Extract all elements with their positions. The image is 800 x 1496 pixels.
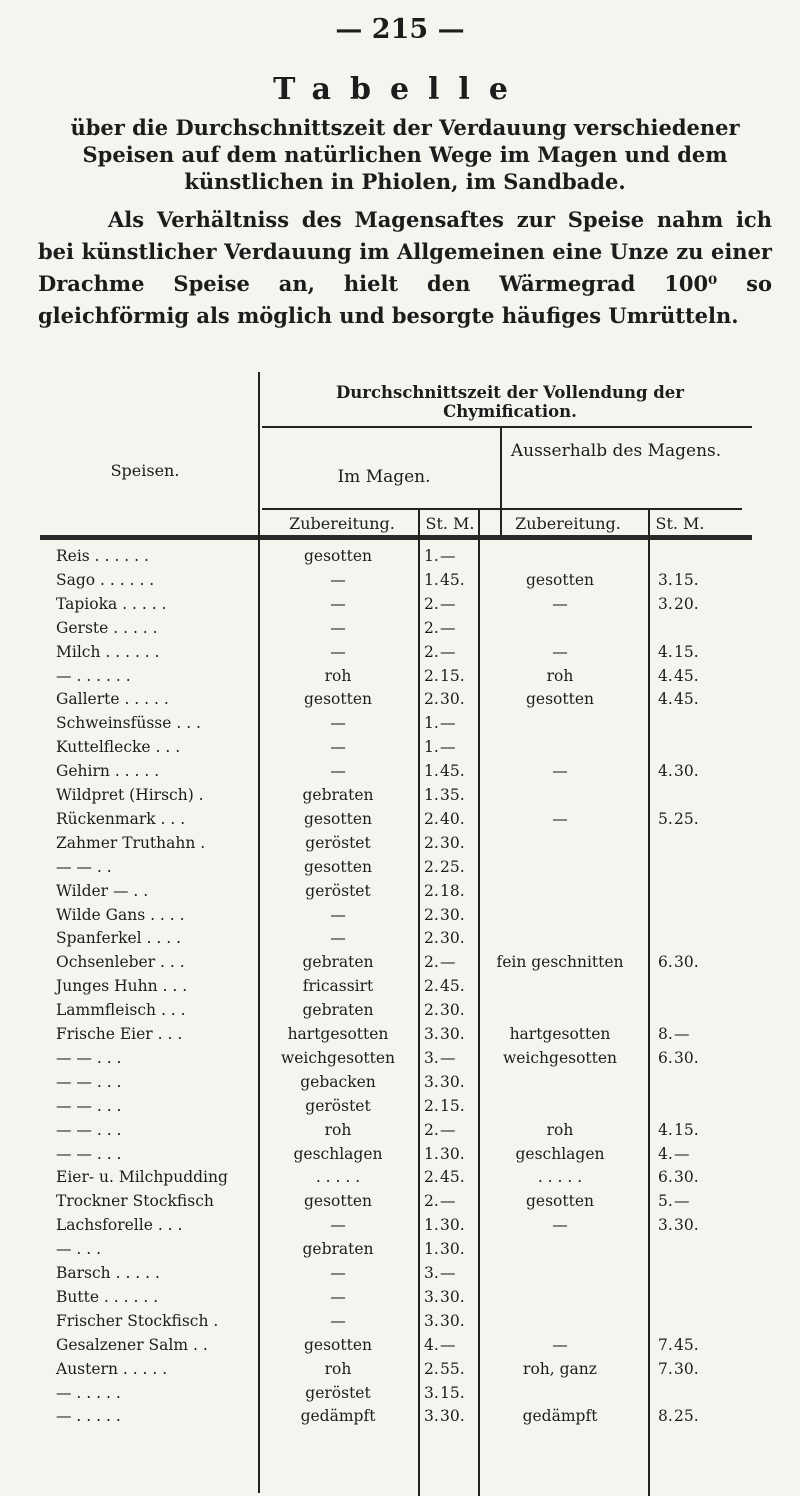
prep-stomach-cell: fricassirt — [302, 977, 374, 996]
hours-stomach-cell: 1. — [424, 1240, 439, 1259]
hours-stomach-cell: 2. — [424, 905, 439, 924]
rule-group — [262, 426, 752, 428]
minutes-outside-cell: 30. — [674, 1048, 699, 1067]
table-row — [0, 593, 800, 616]
minutes-stomach-cell: — — [440, 738, 456, 757]
prep-outside-cell: geschlagen — [515, 1144, 605, 1163]
table-row — [0, 1143, 800, 1166]
prep-stomach-cell: geröstet — [305, 1096, 371, 1115]
food-cell: Ochsenleber . . . — [56, 953, 185, 972]
hours-outside-cell: 6. — [658, 1168, 673, 1187]
hours-outside-cell: 4. — [658, 1120, 673, 1139]
prep-outside-cell: gesotten — [526, 570, 594, 589]
minutes-outside-cell: 30. — [674, 762, 699, 781]
prep-outside-cell: fein geschnitten — [496, 953, 624, 972]
food-cell: Lammfleisch . . . — [56, 1001, 186, 1020]
minutes-stomach-cell: 30. — [440, 1025, 465, 1043]
table-row — [0, 1214, 800, 1237]
prep-stomach-cell: gebraten — [302, 953, 374, 972]
prep-stomach-cell: — — [330, 570, 346, 589]
hours-outside-cell: 8. — [658, 1025, 673, 1043]
hours-stomach-cell: 2. — [424, 618, 439, 637]
header-outside-stomach: Ausserhalb des Magens. — [510, 441, 722, 461]
hours-stomach-cell: 2. — [424, 1001, 439, 1020]
minutes-stomach-cell: 15. — [440, 1383, 465, 1402]
food-cell: — — . . . — [56, 1096, 122, 1115]
food-cell: Kuttelflecke . . . — [56, 738, 181, 757]
prep-stomach-cell: gesotten — [304, 1335, 372, 1354]
food-cell: — . . . . . . — [56, 666, 131, 685]
minutes-outside-cell: 20. — [674, 594, 699, 613]
prep-outside-cell: roh — [546, 1120, 574, 1139]
prep-stomach-cell: geschlagen — [293, 1144, 383, 1163]
table-row — [0, 1262, 800, 1285]
minutes-stomach-cell: 18. — [440, 881, 465, 900]
food-cell: Wilder — . . — [56, 881, 149, 900]
prep-stomach-cell: gesotten — [304, 857, 372, 876]
hours-stomach-cell: 2. — [424, 690, 439, 709]
hours-stomach-cell: 2. — [424, 881, 439, 900]
table-row — [0, 784, 800, 807]
minutes-stomach-cell: — — [440, 1048, 456, 1067]
food-cell: Junges Huhn . . . — [56, 977, 188, 996]
prep-stomach-cell: — — [330, 929, 346, 948]
minutes-outside-cell: — — [674, 1144, 690, 1163]
hours-stomach-cell: 3. — [424, 1264, 439, 1282]
food-cell: Gehirn . . . . . — [56, 762, 160, 781]
prep-stomach-cell: — — [330, 1287, 346, 1306]
minutes-stomach-cell: 30. — [440, 1311, 465, 1330]
table-row — [0, 1095, 800, 1118]
hours-stomach-cell: 2. — [424, 1120, 439, 1139]
prep-stomach-cell: gesotten — [304, 1192, 372, 1211]
minutes-stomach-cell: 15. — [440, 1096, 465, 1115]
minutes-outside-cell: 45. — [674, 690, 699, 709]
minutes-stomach-cell: 55. — [440, 1359, 465, 1378]
minutes-stomach-cell: — — [440, 1335, 456, 1354]
prep-stomach-cell: roh — [324, 1120, 352, 1139]
prep-stomach-cell: gesotten — [304, 547, 372, 565]
prep-stomach-cell: gesotten — [304, 809, 372, 828]
table-row — [0, 880, 800, 903]
minutes-stomach-cell: 30. — [440, 833, 465, 852]
food-cell: Gerste . . . . . — [56, 618, 158, 637]
table-row — [0, 1047, 800, 1070]
prep-stomach-cell: gesotten — [304, 690, 372, 709]
hours-stomach-cell: 4. — [424, 1335, 439, 1354]
prep-stomach-cell: gebraten — [302, 1240, 374, 1259]
prep-stomach-cell: hartgesotten — [287, 1025, 389, 1043]
table-row — [0, 951, 800, 974]
hours-stomach-cell: 2. — [424, 953, 439, 972]
prep-outside-cell: — — [552, 762, 568, 781]
hours-outside-cell: 4. — [658, 666, 673, 685]
table-row — [0, 569, 800, 592]
prep-outside-cell: — — [552, 809, 568, 828]
food-cell: Wilde Gans . . . . — [56, 905, 185, 924]
hours-outside-cell: 8. — [658, 1407, 673, 1426]
hours-stomach-cell: 3. — [424, 1407, 439, 1426]
hours-stomach-cell: 1. — [424, 786, 439, 804]
table-row — [0, 665, 800, 688]
food-cell: — — . . — [56, 857, 112, 876]
table-row — [0, 999, 800, 1022]
prep-stomach-cell: . . . . . — [315, 1168, 361, 1187]
prep-stomach-cell: gedämpft — [300, 1407, 376, 1426]
hours-stomach-cell: 2. — [424, 809, 439, 828]
minutes-stomach-cell: 30. — [440, 905, 465, 924]
header-prep-2: Zubereitung. — [515, 514, 621, 533]
table-row — [0, 975, 800, 998]
hours-stomach-cell: 2. — [424, 1359, 439, 1378]
table-row — [0, 1382, 800, 1405]
table-row — [0, 1023, 800, 1046]
minutes-stomach-cell: 30. — [440, 1216, 465, 1235]
prep-stomach-cell: gebraten — [302, 786, 374, 804]
minutes-stomach-cell: — — [440, 547, 456, 565]
hours-stomach-cell: 1. — [424, 714, 439, 733]
minutes-stomach-cell: 30. — [440, 690, 465, 709]
food-cell: Zahmer Truthahn . — [56, 833, 206, 852]
minutes-stomach-cell: 40. — [440, 809, 465, 828]
hours-stomach-cell: 2. — [424, 594, 439, 613]
prep-outside-cell: hartgesotten — [509, 1025, 611, 1043]
rule-vertical-stomach — [500, 428, 502, 535]
hours-stomach-cell: 2. — [424, 833, 439, 852]
hours-stomach-cell: 1. — [424, 1216, 439, 1235]
minutes-stomach-cell: — — [440, 1120, 456, 1139]
hours-stomach-cell: 3. — [424, 1287, 439, 1306]
table-row — [0, 1405, 800, 1428]
minutes-stomach-cell: 30. — [440, 1144, 465, 1163]
table-row — [0, 1071, 800, 1094]
hours-outside-cell: 3. — [658, 570, 673, 589]
minutes-stomach-cell: — — [440, 714, 456, 733]
minutes-stomach-cell: 45. — [440, 977, 465, 996]
rule-header-bottom — [40, 535, 752, 540]
hours-outside-cell: 6. — [658, 1048, 673, 1067]
hours-stomach-cell: 3. — [424, 1048, 439, 1067]
table-row — [0, 760, 800, 783]
hours-stomach-cell: 3. — [424, 1311, 439, 1330]
food-cell: Lachsforelle . . . — [56, 1216, 183, 1235]
food-cell: — — . . . — [56, 1120, 122, 1139]
table-row — [0, 1166, 800, 1189]
hours-stomach-cell: 1. — [424, 570, 439, 589]
table-row — [0, 617, 800, 640]
hours-stomach-cell: 2. — [424, 1192, 439, 1211]
prep-stomach-cell: roh — [324, 1359, 352, 1378]
page-subtitle: über die Durchschnittszeit der Verdauung verschiedener Speisen auf dem natürlichen Wege im Magen und dem künstlichen in Phiolen, im Sandbade. — [70, 115, 740, 194]
food-cell: Sago . . . . . . — [56, 570, 155, 589]
prep-outside-cell: roh — [546, 666, 574, 685]
prep-outside-cell: . . . . . — [537, 1168, 583, 1187]
minutes-stomach-cell: 45. — [440, 1168, 465, 1187]
minutes-stomach-cell: 15. — [440, 666, 465, 685]
table-row — [0, 1119, 800, 1142]
hours-stomach-cell: 1. — [424, 1144, 439, 1163]
minutes-stomach-cell: 45. — [440, 570, 465, 589]
minutes-stomach-cell: 30. — [440, 1072, 465, 1091]
prep-stomach-cell: — — [330, 618, 346, 637]
hours-stomach-cell: 2. — [424, 1096, 439, 1115]
intro-paragraph: Als Verhältniss des Magensaftes zur Speise nahm ich bei künstlicher Verdauung im Allgemeinen eine Unze zu einer Drachme Speise an, hielt den Wärmegrad 100⁰ so gleichförmig als möglich und besorgte häufiges Umrütteln. — [38, 207, 772, 328]
prep-stomach-cell: — — [330, 905, 346, 924]
minutes-stomach-cell: — — [440, 594, 456, 613]
hours-stomach-cell: 1. — [424, 762, 439, 781]
prep-stomach-cell: — — [330, 642, 346, 661]
minutes-outside-cell: 25. — [674, 809, 699, 828]
hours-stomach-cell: 1. — [424, 547, 439, 565]
minutes-stomach-cell: 30. — [440, 1287, 465, 1306]
food-cell: Reis . . . . . . — [56, 547, 149, 565]
table-row — [0, 1310, 800, 1333]
prep-stomach-cell: — — [330, 1264, 346, 1282]
prep-stomach-cell: gebraten — [302, 1001, 374, 1020]
food-cell: Frischer Stockfisch . — [56, 1311, 219, 1330]
table-row — [0, 712, 800, 735]
hours-outside-cell: 7. — [658, 1359, 673, 1378]
header-time-1: St. M. — [425, 514, 475, 533]
table-row — [0, 688, 800, 711]
header-group: Durchschnittszeit der Vollendung der Chymification. — [335, 383, 684, 421]
prep-stomach-cell: — — [330, 762, 346, 781]
food-cell: Trockner Stockfisch — [56, 1192, 214, 1211]
prep-outside-cell: roh, ganz — [523, 1359, 597, 1378]
prep-stomach-cell: geröstet — [305, 881, 371, 900]
prep-outside-cell: — — [552, 1335, 568, 1354]
food-cell: Barsch . . . . . — [56, 1264, 160, 1282]
prep-stomach-cell: — — [330, 714, 346, 733]
prep-outside-cell: gesotten — [526, 1192, 594, 1211]
prep-stomach-cell: gebacken — [300, 1072, 376, 1091]
minutes-stomach-cell: — — [440, 618, 456, 637]
table-row — [0, 927, 800, 950]
minutes-outside-cell: 45. — [674, 1335, 699, 1354]
prep-stomach-cell: geröstet — [305, 833, 371, 852]
food-cell: Wildpret (Hirsch) . — [56, 786, 204, 804]
hours-stomach-cell: 2. — [424, 977, 439, 996]
food-cell: Gallerte . . . . . — [56, 690, 169, 709]
table-row — [0, 1238, 800, 1261]
food-cell: — . . . — [56, 1240, 102, 1259]
table-row — [0, 641, 800, 664]
minutes-stomach-cell: 30. — [440, 1240, 465, 1259]
minutes-outside-cell: 30. — [674, 1168, 699, 1187]
minutes-outside-cell: 30. — [674, 1359, 699, 1378]
hours-stomach-cell: 3. — [424, 1383, 439, 1402]
hours-stomach-cell: 2. — [424, 642, 439, 661]
hours-stomach-cell: 2. — [424, 857, 439, 876]
hours-stomach-cell: 2. — [424, 929, 439, 948]
minutes-stomach-cell: 45. — [440, 762, 465, 781]
header-food: Speisen. — [110, 461, 180, 480]
table-row — [0, 808, 800, 831]
minutes-outside-cell: — — [674, 1192, 690, 1211]
food-cell: — — . . . — [56, 1048, 122, 1067]
header-time-2: St. M. — [655, 514, 705, 533]
prep-stomach-cell: — — [330, 738, 346, 757]
food-cell: — — . . . — [56, 1072, 122, 1091]
hours-stomach-cell: 2. — [424, 1168, 439, 1187]
food-cell: Rückenmark . . . — [56, 809, 186, 828]
minutes-outside-cell: — — [674, 1025, 690, 1043]
hours-outside-cell: 5. — [658, 809, 673, 828]
minutes-outside-cell: 30. — [674, 953, 699, 972]
prep-outside-cell: gesotten — [526, 690, 594, 709]
food-cell: Spanferkel . . . . — [56, 929, 182, 948]
minutes-stomach-cell: 35. — [440, 786, 465, 804]
prep-outside-cell: — — [552, 1216, 568, 1235]
table-row — [0, 1286, 800, 1309]
prep-stomach-cell: — — [330, 1311, 346, 1330]
prep-outside-cell: — — [552, 642, 568, 661]
food-cell: — . . . . . — [56, 1407, 121, 1426]
hours-outside-cell: 3. — [658, 1216, 673, 1235]
prep-outside-cell: weichgesotten — [502, 1048, 618, 1067]
food-cell: Frische Eier . . . — [56, 1025, 183, 1043]
hours-stomach-cell: 2. — [424, 666, 439, 685]
table-row — [0, 1190, 800, 1213]
prep-stomach-cell: — — [330, 594, 346, 613]
food-cell: Eier- u. Milchpudding — [56, 1168, 228, 1187]
food-cell: Schweinsfüsse . . . — [56, 714, 201, 733]
header-prep-1: Zubereitung. — [289, 514, 395, 533]
minutes-stomach-cell: 30. — [440, 929, 465, 948]
food-cell: Tapioka . . . . . — [56, 594, 167, 613]
hours-stomach-cell: 3. — [424, 1072, 439, 1091]
minutes-stomach-cell: 30. — [440, 1407, 465, 1426]
table-row — [0, 1358, 800, 1381]
minutes-stomach-cell: — — [440, 1264, 456, 1282]
food-cell: Butte . . . . . . — [56, 1287, 159, 1306]
table-row — [0, 545, 800, 568]
table-row — [0, 1334, 800, 1357]
hours-outside-cell: 4. — [658, 1144, 673, 1163]
minutes-outside-cell: 30. — [674, 1216, 699, 1235]
food-cell: Gesalzener Salm . . — [56, 1335, 208, 1354]
page-title: Tabelle — [273, 72, 527, 107]
page-number: — 215 — — [335, 14, 465, 45]
hours-outside-cell: 7. — [658, 1335, 673, 1354]
hours-outside-cell: 4. — [658, 642, 673, 661]
hours-outside-cell: 4. — [658, 690, 673, 709]
hours-stomach-cell: 1. — [424, 738, 439, 757]
minutes-stomach-cell: — — [440, 953, 456, 972]
prep-outside-cell: — — [552, 594, 568, 613]
minutes-stomach-cell: 25. — [440, 857, 465, 876]
table-row — [0, 832, 800, 855]
minutes-outside-cell: 25. — [674, 1407, 699, 1426]
table-row — [0, 856, 800, 879]
table-row — [0, 736, 800, 759]
hours-outside-cell: 6. — [658, 953, 673, 972]
prep-outside-cell: gedämpft — [522, 1407, 598, 1426]
hours-outside-cell: 3. — [658, 594, 673, 613]
minutes-outside-cell: 15. — [674, 642, 699, 661]
prep-stomach-cell: — — [330, 1216, 346, 1235]
food-cell: Austern . . . . . — [56, 1359, 168, 1378]
minutes-outside-cell: 45. — [674, 666, 699, 685]
minutes-outside-cell: 15. — [674, 1120, 699, 1139]
prep-stomach-cell: roh — [324, 666, 352, 685]
hours-stomach-cell: 3. — [424, 1025, 439, 1043]
food-cell: — . . . . . — [56, 1383, 121, 1402]
food-cell: — — . . . — [56, 1144, 122, 1163]
minutes-stomach-cell: — — [440, 1192, 456, 1211]
header-in-stomach: Im Magen. — [337, 467, 431, 487]
minutes-outside-cell: 15. — [674, 570, 699, 589]
prep-stomach-cell: geröstet — [305, 1383, 371, 1402]
minutes-stomach-cell: — — [440, 642, 456, 661]
hours-outside-cell: 5. — [658, 1192, 673, 1211]
food-cell: Milch . . . . . . — [56, 642, 160, 661]
minutes-stomach-cell: 30. — [440, 1001, 465, 1020]
hours-outside-cell: 4. — [658, 762, 673, 781]
rule-subheader — [262, 508, 742, 510]
prep-stomach-cell: weichgesotten — [280, 1048, 396, 1067]
table-row — [0, 904, 800, 927]
